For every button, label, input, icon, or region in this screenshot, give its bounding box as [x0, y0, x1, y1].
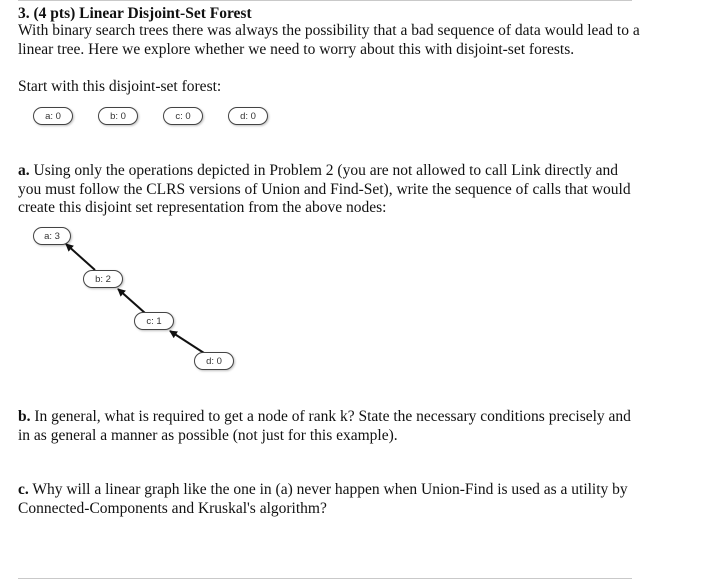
- part-a-label: a.: [18, 162, 30, 179]
- start-text: Start with this disjoint-set forest:: [18, 78, 222, 95]
- part-b-text: In general, what is required to get a node of rank k? State the necessary conditions precisely and in as general a manner as possible (not just for this example).: [18, 408, 631, 444]
- tree-node-c: c: 1: [134, 312, 174, 330]
- node-a-rank0: a: 0: [33, 107, 73, 125]
- part-c-label: c.: [18, 481, 29, 498]
- edge-c-to-b: [118, 289, 145, 313]
- node-b-rank0: b: 0: [98, 107, 138, 125]
- edge-d-to-c: [170, 331, 204, 353]
- part-c-question: [18, 481, 640, 518]
- part-a-text: Using only the operations depicted in Problem 2 (you are not allowed to call Link directly and you must follow the CLRS versions of Union and Find-Set), write the sequence of calls that would create this disjoint set representation from the above nodes:: [18, 162, 631, 216]
- problem-intro: With binary search trees there was always the possibility that a bad sequence of data would lead to a linear tree. Here we explore whether we need to worry about this with disjoint-set forests.: [18, 22, 640, 58]
- tree-node-d: d: 0: [194, 352, 234, 370]
- bottom-rule: [18, 578, 632, 579]
- tree-node-b: b: 2: [83, 270, 123, 288]
- part-b-label: b.: [18, 408, 31, 425]
- edge-b-to-a: [66, 244, 95, 270]
- node-d-rank0: d: 0: [228, 107, 268, 125]
- node-c-rank0: c: 0: [163, 107, 203, 125]
- problem-title: 3. (4 pts) Linear Disjoint-Set Forest: [18, 5, 252, 22]
- part-c-text: Why will a linear graph like the one in (a) never happen when Union-Find is used as a utility by Connected-Components and Kruskal's algorithm?: [18, 481, 628, 517]
- part-b-question: [18, 408, 640, 445]
- tree-node-a: a: 3: [33, 227, 71, 245]
